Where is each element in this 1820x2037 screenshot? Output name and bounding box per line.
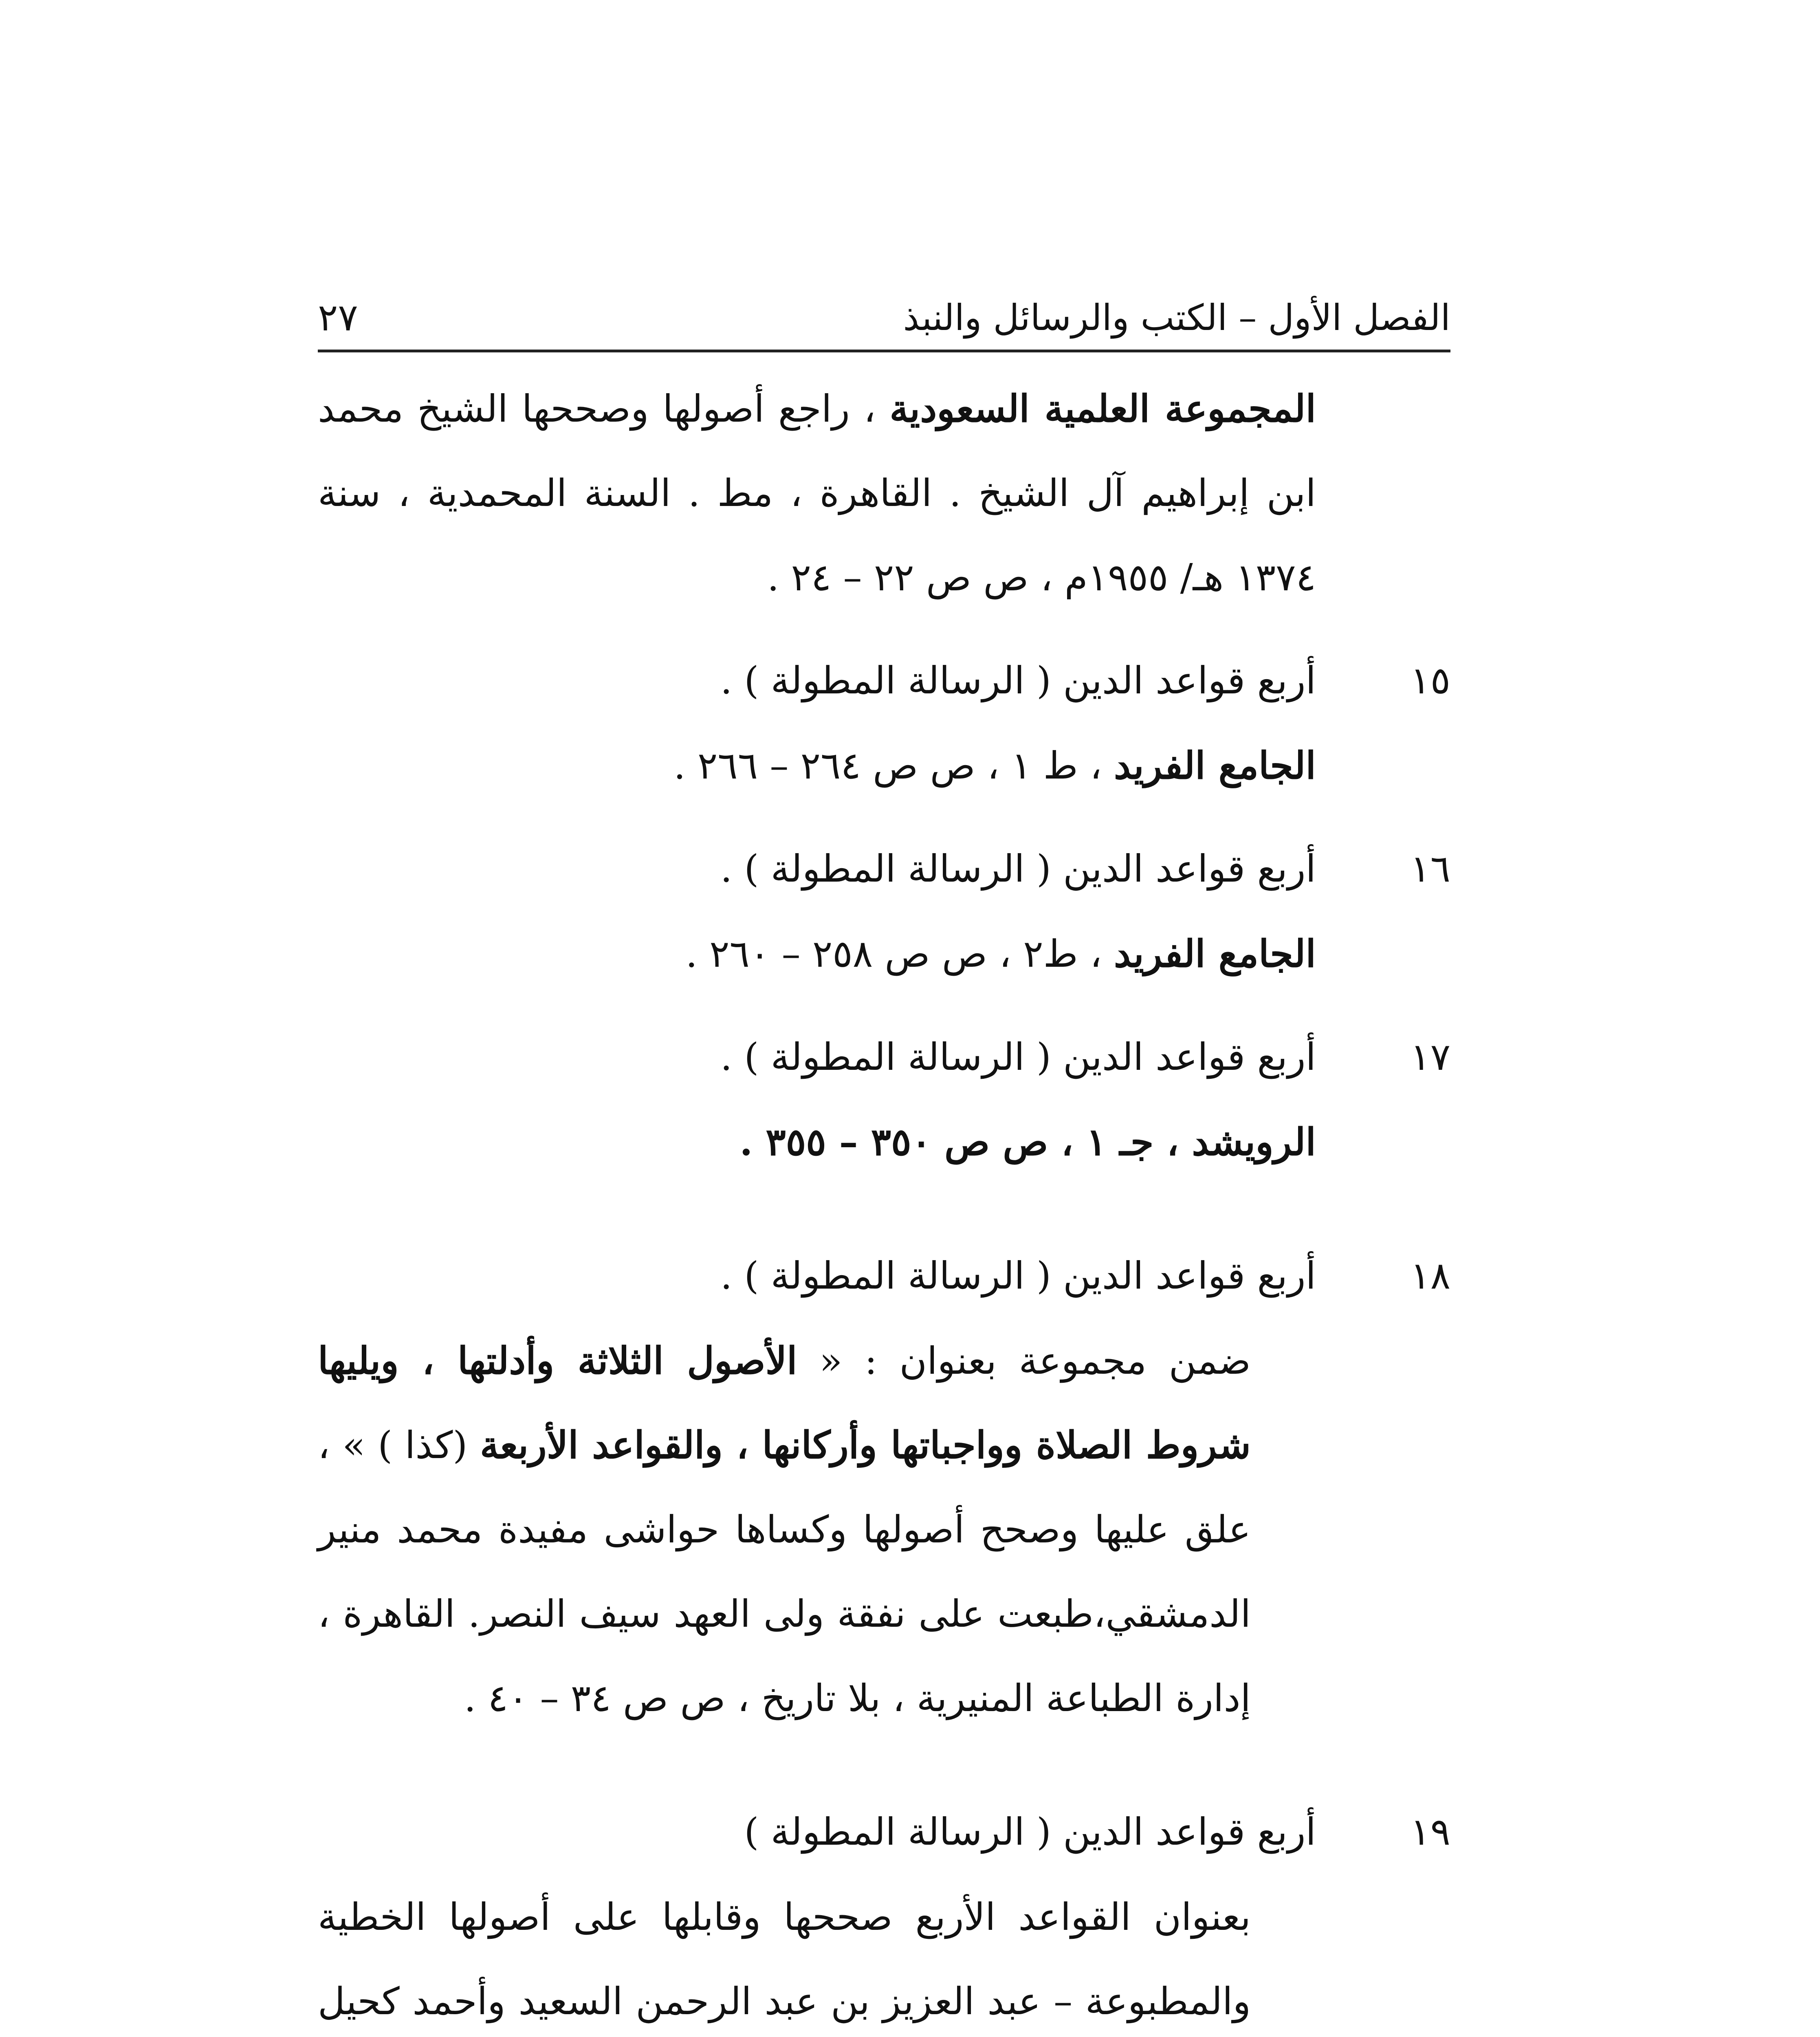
source-title: المجموعة العلمية السعودية [889,387,1316,431]
entry-title: أربع قواعد الدين ( الرسالة المطولة ) [744,1810,1316,1854]
entry-description [318,1875,1450,2037]
entry-17 [318,1014,1450,1184]
entry-title: أربع قواعد الدين ( الرسالة المطولة ) . [720,659,1316,702]
entry-title: أربع قواعد الدين ( الرسالة المطولة ) . [720,1254,1316,1298]
entry-source [318,1100,1316,1184]
entry-15 [318,638,1450,808]
collection-title: الأصول الثلاثة وأدلتها ، ويليها شروط الصلاة وواجباتها وأركانها ، والقواعد الأربعة [318,1339,1251,1467]
description-text: بعنوان القواعد الأربع صححها وقابلها على أصولها الخطية والمطبوعة – عبد العزيز بن عبد الرحمن السعيد وأحمد كحيل [318,1895,1251,2023]
entry-19 [318,1789,1450,2037]
entry-number: ١٩ [1410,1810,1450,1854]
entry-18 [318,1233,1450,1740]
description-text: (كذا ) » ، علق عليها وصحح أصولها وكساها حواشى مفيدة محمد منير الدمشقي،طبعت على نفقة ولى العهد سيف النصر. القاهرة ، إدارة الطباعة المنيرية ، بلا تاريخ ، ص ص ٣٤ – ٤٠ . [318,1423,1251,1720]
source-title: الجامع الفريد [1114,744,1316,788]
page-number: ٢٧ [318,296,358,339]
source-details: ، ط٢ ، ص ص ٢٥٨ – ٢٦٠ . [685,932,1114,976]
description-text: ضمن مجموعة بعنوان : « [797,1339,1251,1383]
entry-description [318,1319,1450,1740]
entry-details: ، راجع أصولها وصححها الشيخ محمد ابن إبراهيم آل الشيخ . القاهرة ، مط . السنة المحمدية ، سنة ١٣٧٤ هـ/ ١٩٥٥م ، ص ص ٢٢ – ٢٤ . [318,387,1316,599]
entry-number: ١٥ [1410,659,1450,702]
source-title: الرويشد ، جـ ١ ، ص ص ٣٥٠ – ٣٥٥ . [739,1120,1316,1164]
running-header [318,293,1450,346]
entry-title: أربع قواعد الدين ( الرسالة المطولة ) . [720,1035,1316,1079]
chapter-title: الفصل الأول – الكتب والرسائل والنبذ [903,297,1450,339]
continued-entry [318,367,1316,620]
source-title: الجامع الفريد [1114,932,1316,976]
entry-number: ١٧ [1410,1035,1450,1079]
header-rule [318,350,1450,352]
entry-number: ١٨ [1410,1254,1450,1298]
bibliography-list [318,367,1450,2037]
entry-title: أربع قواعد الدين ( الرسالة المطولة ) . [720,847,1316,891]
entry-source [318,724,1316,808]
entry-source [318,912,1316,996]
entry-number: ١٦ [1410,847,1450,891]
source-details: ، ط ١ ، ص ص ٢٦٤ – ٢٦٦ . [673,744,1114,788]
entry-16 [318,826,1450,996]
